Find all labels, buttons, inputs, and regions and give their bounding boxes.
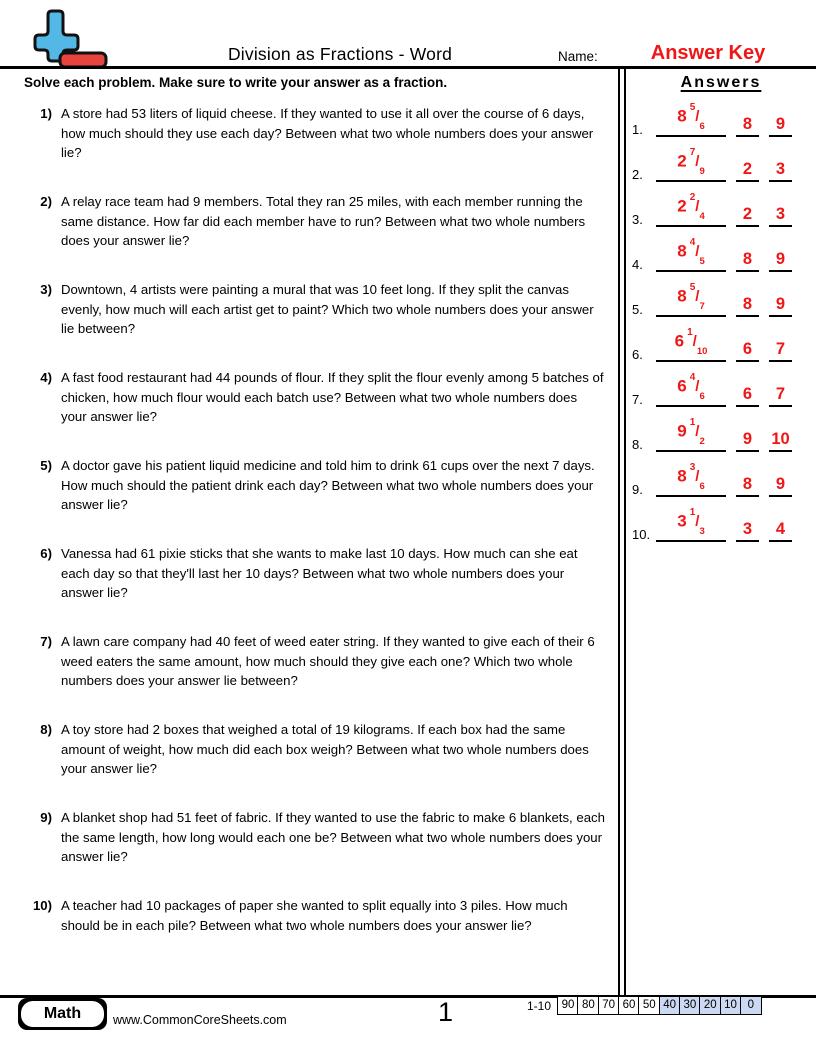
answer-low-blank [736, 429, 759, 452]
answer-row [632, 102, 816, 137]
answer-high-blank [769, 249, 792, 272]
answers-list [626, 102, 816, 542]
answer-fraction: 6 $^4/_6$ [677, 372, 705, 402]
problem-text: A relay race team had 9 members. Total they ran 25 miles, with each member running the same distance. How far did each member have to run? Between what two whole numbers does your answer lie? [61, 194, 586, 249]
answer-row [632, 237, 816, 272]
answer-low: 8 [742, 295, 753, 313]
answer-number: 7. [632, 392, 643, 407]
answer-fraction-blank [656, 103, 726, 137]
answer-low: 3 [742, 520, 753, 538]
answer-high-blank [769, 114, 792, 137]
problems-column [0, 69, 618, 984]
answer-number: 10. [632, 527, 651, 542]
answer-row [632, 417, 816, 452]
problem-item [0, 192, 618, 251]
answer-low: 8 [742, 250, 753, 268]
answer-low: 8 [742, 115, 753, 133]
answer-fraction: 3 $^1/_3$ [677, 507, 705, 537]
answer-row [632, 372, 816, 407]
answer-fraction: 8 $^3/_6$ [677, 462, 705, 492]
answer-high: 4 [775, 520, 786, 538]
answer-number: 3. [632, 212, 643, 227]
problem-number: 4) [40, 370, 52, 385]
problem-text: A store had 53 liters of liquid cheese. If they wanted to use it all over the course of 6 days, how much should they use each day? Between what two whole numbers does your answer lie? [61, 106, 594, 161]
answer-number: 2. [632, 167, 643, 182]
answer-low: 2 [742, 160, 753, 178]
answer-fraction-blank [656, 463, 726, 497]
problem-number: 3) [40, 282, 52, 297]
problem-number: 2) [40, 194, 52, 209]
answer-low: 9 [742, 430, 753, 448]
score-cell: 0 [740, 996, 762, 1015]
score-cell: 30 [679, 996, 701, 1015]
answer-fraction-blank [656, 418, 726, 452]
answer-low-blank [736, 249, 759, 272]
answer-high: 9 [775, 475, 786, 493]
problem-number: 9) [40, 810, 52, 825]
problem-item [0, 720, 618, 779]
problem-item [0, 280, 618, 339]
answer-number: 8. [632, 437, 643, 452]
answer-fraction-blank [656, 148, 726, 182]
score-cell: 70 [598, 996, 620, 1015]
score-cell: 80 [577, 996, 599, 1015]
page-number: 1 [438, 997, 454, 1027]
answer-fraction: 2 $^2/_4$ [677, 192, 705, 222]
answer-high: 3 [775, 160, 786, 178]
answer-fraction: 2 $^7/_9$ [677, 147, 705, 177]
instructions-text: Solve each problem. Make sure to write your answer as a fraction. [24, 75, 448, 90]
answer-fraction-blank [656, 283, 726, 317]
problems-list [0, 104, 618, 955]
problem-number: 1) [40, 106, 52, 121]
score-cell: 90 [557, 996, 579, 1015]
answer-number: 1. [632, 122, 643, 137]
column-divider [618, 69, 626, 995]
problem-item [0, 632, 618, 691]
answer-high-blank [769, 294, 792, 317]
answer-fraction: 8 $^4/_5$ [677, 237, 705, 267]
answer-high: 9 [775, 115, 786, 133]
answer-low: 2 [742, 205, 753, 223]
problem-text: A fast food restaurant had 44 pounds of flour. If they split the flour evenly among 5 batches of chicken, how much flour would each batch use? Between what two whole numbers does your answer lie? [61, 370, 604, 425]
answer-fraction: 8 $^5/_7$ [677, 282, 705, 312]
answer-high: 3 [775, 205, 786, 223]
answer-high: 7 [775, 340, 786, 358]
answer-fraction: 8 $^5/_6$ [677, 102, 705, 132]
problem-item [0, 544, 618, 603]
answer-high: 7 [775, 385, 786, 403]
answer-key-text: Answer Key [650, 42, 766, 64]
answer-number: 6. [632, 347, 643, 362]
answer-high: 9 [775, 295, 786, 313]
answer-low-blank [736, 474, 759, 497]
problem-item [0, 808, 618, 867]
answer-high-blank [769, 429, 792, 452]
answer-high-blank [769, 159, 792, 182]
score-cell: 60 [618, 996, 640, 1015]
problem-text: A toy store had 2 boxes that weighed a total of 19 kilograms. If each box had the same amount of weight, how much did each box weigh? Between what two whole numbers does your answer lie? [61, 722, 589, 777]
problem-item [0, 456, 618, 515]
answer-high: 9 [775, 250, 786, 268]
answer-high: 10 [771, 430, 790, 448]
problem-number: 5) [40, 458, 52, 473]
answer-low: 6 [742, 385, 753, 403]
answer-number: 4. [632, 257, 643, 272]
worksheet-title: Division as Fractions - Word [227, 44, 453, 64]
score-area [527, 996, 762, 1015]
answer-low-blank [736, 204, 759, 227]
answer-number: 5. [632, 302, 643, 317]
score-range-label: 1-10 [527, 999, 552, 1013]
problem-text: Downtown, 4 artists were painting a mural that was 10 feet long. If they split the canvas evenly, how much will each artist get to paint? Which two whole numbers does your answer lie between? [61, 282, 594, 337]
answer-high-blank [769, 474, 792, 497]
answer-fraction: 9 $^1/_2$ [677, 417, 705, 447]
website-text: www.CommonCoreSheets.com [113, 1013, 287, 1027]
math-badge [18, 998, 107, 1030]
answer-low-blank [736, 384, 759, 407]
score-cell: 50 [638, 996, 660, 1015]
score-cell: 40 [659, 996, 681, 1015]
answers-panel [626, 69, 816, 555]
answer-fraction-blank [656, 328, 726, 362]
score-table [557, 996, 762, 1015]
answer-row [632, 462, 816, 497]
answer-low: 6 [742, 340, 753, 358]
answer-row [632, 192, 816, 227]
answer-fraction-blank [656, 238, 726, 272]
problem-text: A blanket shop had 51 feet of fabric. If they wanted to use the fabric to make 6 blankets, each the same length, how long would each one be? Between what two whole numbers does your answer lie? [61, 810, 605, 865]
problem-number: 10) [32, 898, 52, 913]
answers-heading: Answers [680, 74, 762, 91]
answer-low-blank [736, 339, 759, 362]
problem-item [0, 104, 618, 163]
answer-low-blank [736, 519, 759, 542]
math-badge-label: Math [21, 1001, 104, 1027]
problem-number: 6) [40, 546, 52, 561]
answer-fraction-blank [656, 508, 726, 542]
answer-low-blank [736, 294, 759, 317]
answer-fraction-blank [656, 193, 726, 227]
answer-high-blank [769, 384, 792, 407]
problem-item [0, 896, 618, 955]
score-cell: 10 [720, 996, 742, 1015]
answer-low-blank [736, 159, 759, 182]
answer-row [632, 507, 816, 542]
problem-text: Vanessa had 61 pixie sticks that she wants to make last 10 days. How much can she eat each day so that they'll last her 10 days? Between what two whole numbers does your answer lie? [61, 546, 578, 601]
answer-fraction: 6 $^1/_{10}$ [674, 327, 708, 357]
answer-number: 9. [632, 482, 643, 497]
problem-number: 7) [40, 634, 52, 649]
problem-text: A doctor gave his patient liquid medicine and told him to drink 61 cups over the next 7 days. How much should the patient drink each day? Between what two whole numbers does your answer lie? [61, 458, 595, 513]
answer-high-blank [769, 339, 792, 362]
answer-row [632, 327, 816, 362]
answer-high-blank [769, 204, 792, 227]
answer-row [632, 282, 816, 317]
answer-fraction-blank [656, 373, 726, 407]
answer-low: 8 [742, 475, 753, 493]
problem-number: 8) [40, 722, 52, 737]
answer-row [632, 147, 816, 182]
answer-high-blank [769, 519, 792, 542]
answer-low-blank [736, 114, 759, 137]
plus-minus-logo-icon [33, 9, 109, 74]
problem-text: A teacher had 10 packages of paper she wanted to split equally into 3 piles. How much should be in each pile? Between what two whole numbers does your answer lie? [61, 898, 568, 933]
score-cell: 20 [699, 996, 721, 1015]
name-label: Name: [558, 49, 598, 64]
problem-text: A lawn care company had 40 feet of weed eater string. If they wanted to give each of their 6 weed eaters the same amount, how much should they give each one? Which two whole numbers does your answer lie between? [61, 634, 595, 689]
problem-item [0, 368, 618, 427]
